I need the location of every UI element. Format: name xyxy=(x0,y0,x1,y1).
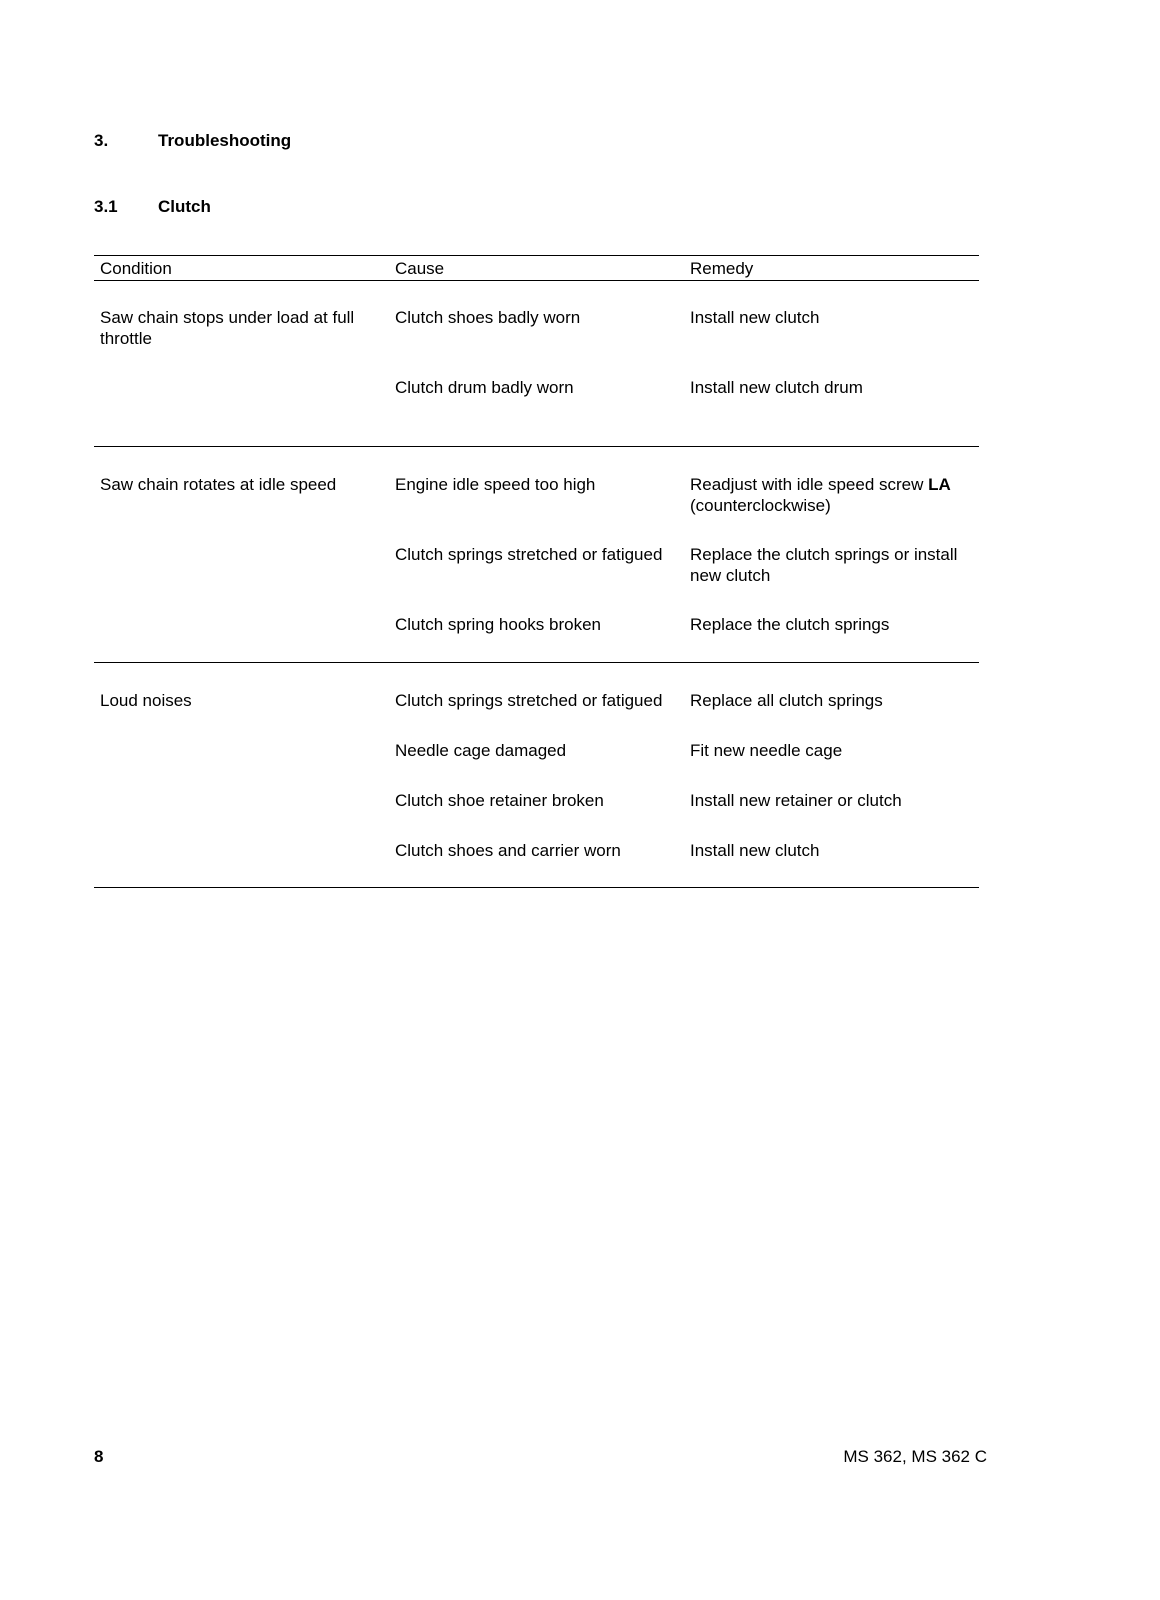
model-reference: MS 362, MS 362 C xyxy=(843,1447,987,1466)
cause-cell: Clutch springs stretched or fatigued xyxy=(395,691,663,710)
remedy-cell: Replace the clutch springs xyxy=(690,615,890,634)
table-top-rule xyxy=(94,255,979,256)
screw-label: LA xyxy=(928,475,951,494)
remedy-cell: Replace the clutch springs or install new clutch xyxy=(690,545,958,585)
section-title: Troubleshooting xyxy=(158,131,292,150)
cause-cell: Clutch shoe retainer broken xyxy=(395,791,604,810)
cause-cell: Needle cage damaged xyxy=(395,741,567,760)
remedy-text: (counterclockwise) xyxy=(690,496,831,515)
remedy-cell xyxy=(690,474,975,516)
cause-cell: Clutch spring hooks broken xyxy=(395,615,602,634)
group-divider-rule xyxy=(94,662,979,663)
remedy-cell: Fit new needle cage xyxy=(690,741,843,760)
condition-cell: Saw chain stops under load at full throttle xyxy=(100,308,355,348)
cause-cell: Clutch shoes badly worn xyxy=(395,308,581,327)
remedy-cell: Install new retainer or clutch xyxy=(690,791,902,810)
page-number: 8 xyxy=(94,1447,104,1466)
table-bottom-rule xyxy=(94,887,979,888)
cause-cell: Clutch drum badly worn xyxy=(395,378,574,397)
subsection-title: Clutch xyxy=(158,197,211,216)
header-condition: Condition xyxy=(100,259,172,278)
remedy-cell: Install new clutch xyxy=(690,308,820,327)
header-cause: Cause xyxy=(395,259,445,278)
header-bottom-rule xyxy=(94,280,979,281)
subsection-number: 3.1 xyxy=(94,197,118,216)
remedy-cell: Install new clutch xyxy=(690,841,820,860)
condition-cell: Saw chain rotates at idle speed xyxy=(100,475,337,494)
cause-cell: Clutch springs stretched or fatigued xyxy=(395,545,663,564)
header-remedy: Remedy xyxy=(690,259,754,278)
section-number: 3. xyxy=(94,131,109,150)
cause-cell: Clutch shoes and carrier worn xyxy=(395,841,621,860)
cause-cell: Engine idle speed too high xyxy=(395,475,596,494)
remedy-cell: Replace all clutch springs xyxy=(690,691,883,710)
condition-cell: Loud noises xyxy=(100,691,192,710)
remedy-cell: Install new clutch drum xyxy=(690,378,863,397)
remedy-text: Readjust with idle speed screw xyxy=(690,475,929,494)
group-divider-rule xyxy=(94,446,979,447)
